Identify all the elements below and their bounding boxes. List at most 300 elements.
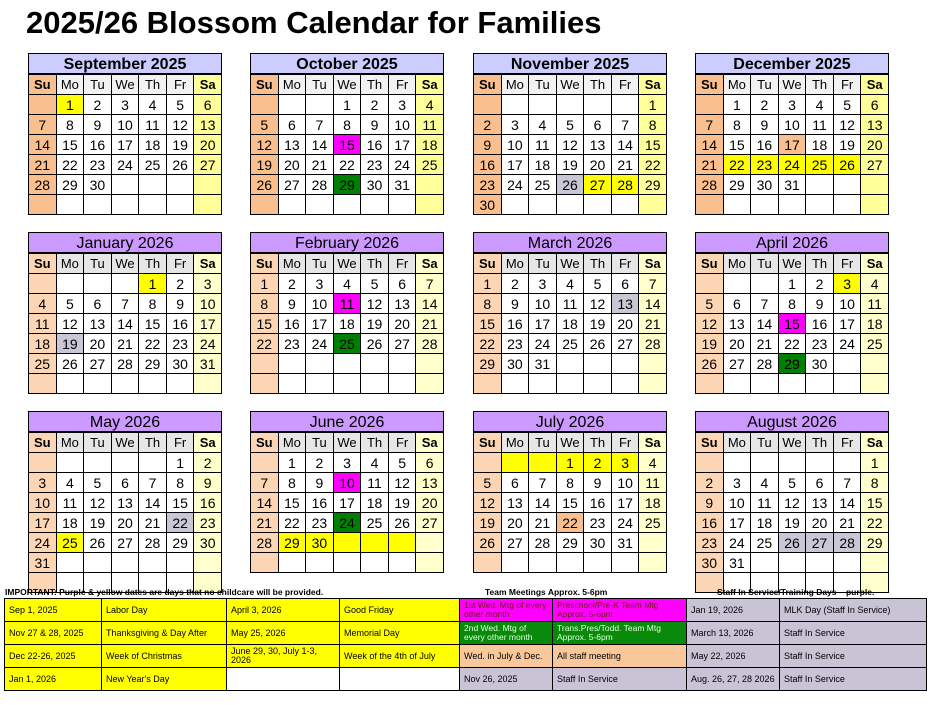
- weekday-header: Th: [361, 433, 389, 453]
- empty-cell: [639, 195, 667, 215]
- empty-cell: [57, 374, 85, 394]
- empty-cell: [361, 374, 389, 394]
- day-cell: 14: [751, 314, 779, 334]
- day-cell: 29: [167, 533, 195, 553]
- month-title: April 2026: [695, 232, 889, 253]
- day-cell: 11: [361, 473, 389, 493]
- day-cell: 25: [639, 513, 667, 533]
- day-cell: 4: [139, 95, 167, 115]
- day-cell: 26: [389, 513, 417, 533]
- day-cell: 28: [696, 175, 724, 195]
- day-cell: 18: [334, 314, 362, 334]
- weekday-header: Su: [696, 433, 724, 453]
- day-cell: 20: [502, 513, 530, 533]
- month-grid: [250, 253, 444, 394]
- day-cell: 16: [194, 493, 222, 513]
- day-cell: 23: [84, 155, 112, 175]
- weekday-header: Mo: [279, 433, 307, 453]
- weekday-header: Su: [251, 254, 279, 274]
- day-cell: 28: [751, 354, 779, 374]
- weekday-header: Fr: [612, 254, 640, 274]
- weekday-header: We: [334, 254, 362, 274]
- day-cell: 31: [389, 175, 417, 195]
- empty-cell: [361, 354, 389, 374]
- weekday-header: Fr: [834, 75, 862, 95]
- empty-cell: [194, 553, 222, 573]
- empty-cell: [502, 453, 530, 473]
- day-cell: 24: [194, 334, 222, 354]
- day-cell: 30: [306, 533, 334, 553]
- day-cell: 30: [751, 175, 779, 195]
- day-cell: 30: [584, 533, 612, 553]
- day-cell: 27: [502, 533, 530, 553]
- weekday-header: Sa: [861, 433, 889, 453]
- day-cell: 29: [334, 175, 362, 195]
- month-february-2026: [250, 232, 444, 394]
- weekday-header: Su: [251, 75, 279, 95]
- empty-cell: [139, 553, 167, 573]
- legend-date: May 25, 2026: [227, 622, 340, 645]
- day-cell: 19: [361, 314, 389, 334]
- day-cell: 21: [612, 155, 640, 175]
- day-cell: 3: [529, 274, 557, 294]
- day-cell: 27: [584, 175, 612, 195]
- empty-cell: [194, 195, 222, 215]
- day-cell: 18: [806, 135, 834, 155]
- legend-event: Staff In Service: [780, 622, 927, 645]
- day-cell: 24: [334, 513, 362, 533]
- day-cell: 1: [57, 95, 85, 115]
- day-cell: 16: [361, 135, 389, 155]
- day-cell: 14: [251, 493, 279, 513]
- day-cell: 25: [361, 513, 389, 533]
- day-cell: 10: [529, 294, 557, 314]
- day-cell: 7: [529, 473, 557, 493]
- month-july-2026: [473, 411, 667, 573]
- day-cell: 20: [584, 155, 612, 175]
- empty-cell: [696, 453, 724, 473]
- day-cell: 9: [194, 473, 222, 493]
- day-cell: 27: [724, 354, 752, 374]
- legend-meeting-when: 1st Wed. Mtg of every other month: [460, 599, 553, 622]
- empty-cell: [361, 553, 389, 573]
- day-cell: 12: [696, 314, 724, 334]
- day-cell: 18: [751, 513, 779, 533]
- weekday-header: Mo: [57, 254, 85, 274]
- empty-cell: [529, 374, 557, 394]
- empty-cell: [306, 95, 334, 115]
- day-cell: 22: [334, 155, 362, 175]
- day-cell: 23: [306, 513, 334, 533]
- weekday-header: Tu: [84, 75, 112, 95]
- empty-cell: [584, 95, 612, 115]
- day-cell: 26: [557, 175, 585, 195]
- day-cell: 12: [389, 473, 417, 493]
- empty-cell: [389, 354, 417, 374]
- empty-cell: [861, 374, 889, 394]
- day-cell: 4: [361, 453, 389, 473]
- day-cell: 28: [639, 334, 667, 354]
- day-cell: 10: [502, 135, 530, 155]
- empty-cell: [139, 175, 167, 195]
- day-cell: 21: [696, 155, 724, 175]
- weekday-header: Su: [29, 254, 57, 274]
- day-cell: 9: [806, 294, 834, 314]
- day-cell: 2: [474, 115, 502, 135]
- empty-cell: [84, 274, 112, 294]
- empty-cell: [57, 553, 85, 573]
- legend-date: June 29, 30, July 1-3, 2026: [227, 645, 340, 668]
- day-cell: 12: [584, 294, 612, 314]
- day-cell: 7: [112, 294, 140, 314]
- legend-meeting-when: Nov 26, 2025: [460, 668, 553, 691]
- empty-cell: [474, 374, 502, 394]
- legend-event: Staff In Service: [780, 668, 927, 691]
- day-cell: 10: [389, 115, 417, 135]
- day-cell: 22: [474, 334, 502, 354]
- day-cell: 14: [29, 135, 57, 155]
- weekday-header: Fr: [612, 433, 640, 453]
- day-cell: 3: [29, 473, 57, 493]
- day-cell: 6: [584, 115, 612, 135]
- day-cell: 26: [474, 533, 502, 553]
- calendar-title: 2025/26 Blossom Calendar for Families: [26, 5, 602, 40]
- day-cell: 13: [84, 314, 112, 334]
- day-cell: 16: [751, 135, 779, 155]
- day-cell: 20: [84, 334, 112, 354]
- day-cell: 9: [696, 493, 724, 513]
- empty-cell: [279, 354, 307, 374]
- month-september-2025: [28, 53, 222, 215]
- day-cell: 4: [334, 274, 362, 294]
- day-cell: 12: [474, 493, 502, 513]
- empty-cell: [834, 453, 862, 473]
- day-cell: 27: [112, 533, 140, 553]
- day-cell: 24: [724, 533, 752, 553]
- day-cell: 17: [834, 314, 862, 334]
- empty-cell: [416, 553, 444, 573]
- day-cell: 19: [474, 513, 502, 533]
- empty-cell: [696, 374, 724, 394]
- empty-cell: [834, 195, 862, 215]
- legend-event: Memorial Day: [340, 622, 460, 645]
- weekday-header: Th: [584, 75, 612, 95]
- weekday-header: Mo: [502, 254, 530, 274]
- empty-cell: [779, 195, 807, 215]
- day-cell: 24: [502, 175, 530, 195]
- day-cell: 16: [584, 493, 612, 513]
- month-title: September 2025: [28, 53, 222, 74]
- empty-cell: [639, 553, 667, 573]
- empty-cell: [139, 453, 167, 473]
- month-title: October 2025: [250, 53, 444, 74]
- month-december-2025: [695, 53, 889, 215]
- day-cell: 18: [361, 493, 389, 513]
- day-cell: 19: [389, 493, 417, 513]
- day-cell: 3: [502, 115, 530, 135]
- empty-cell: [834, 374, 862, 394]
- day-cell: 17: [112, 135, 140, 155]
- legend-empty: [227, 668, 340, 691]
- day-cell: 13: [724, 314, 752, 334]
- day-cell: 21: [112, 334, 140, 354]
- day-cell: 16: [502, 314, 530, 334]
- empty-cell: [306, 374, 334, 394]
- day-cell: 26: [251, 175, 279, 195]
- day-cell: 15: [334, 135, 362, 155]
- day-cell: 28: [834, 533, 862, 553]
- day-cell: 8: [251, 294, 279, 314]
- day-cell: 5: [361, 274, 389, 294]
- day-cell: 15: [251, 314, 279, 334]
- day-cell: 6: [112, 473, 140, 493]
- day-cell: 11: [57, 493, 85, 513]
- day-cell: 29: [57, 175, 85, 195]
- day-cell: 8: [279, 473, 307, 493]
- day-cell: 7: [306, 115, 334, 135]
- empty-cell: [529, 195, 557, 215]
- empty-cell: [502, 195, 530, 215]
- day-cell: 6: [194, 95, 222, 115]
- day-cell: 1: [251, 274, 279, 294]
- day-cell: 3: [194, 274, 222, 294]
- weekday-header: Mo: [502, 433, 530, 453]
- weekday-header: Tu: [751, 433, 779, 453]
- day-cell: 10: [612, 473, 640, 493]
- empty-cell: [639, 354, 667, 374]
- empty-cell: [251, 553, 279, 573]
- month-title: January 2026: [28, 232, 222, 253]
- day-cell: 25: [57, 533, 85, 553]
- day-cell: 17: [502, 155, 530, 175]
- weekday-header: Tu: [529, 433, 557, 453]
- empty-cell: [502, 553, 530, 573]
- day-cell: 25: [416, 155, 444, 175]
- month-november-2025: [473, 53, 667, 215]
- day-cell: 16: [696, 513, 724, 533]
- day-cell: 28: [306, 175, 334, 195]
- day-cell: 8: [639, 115, 667, 135]
- empty-cell: [751, 453, 779, 473]
- empty-cell: [834, 175, 862, 195]
- day-cell: 26: [84, 533, 112, 553]
- day-cell: 19: [584, 314, 612, 334]
- legend-date: Nov 27 & 28, 2025: [5, 622, 102, 645]
- day-cell: 31: [194, 354, 222, 374]
- day-cell: 12: [57, 314, 85, 334]
- day-cell: 19: [167, 135, 195, 155]
- empty-cell: [251, 453, 279, 473]
- empty-cell: [806, 195, 834, 215]
- day-cell: 24: [306, 334, 334, 354]
- day-cell: 2: [584, 453, 612, 473]
- empty-cell: [557, 95, 585, 115]
- notice-staff-inservice: Staff In Service/Training Days – purple.: [717, 587, 875, 597]
- weekday-header: We: [779, 254, 807, 274]
- day-cell: 2: [167, 274, 195, 294]
- month-grid: [473, 432, 667, 573]
- day-cell: 27: [279, 175, 307, 195]
- empty-cell: [334, 374, 362, 394]
- month-grid: [28, 253, 222, 394]
- day-cell: 30: [502, 354, 530, 374]
- day-cell: 22: [251, 334, 279, 354]
- day-cell: 13: [502, 493, 530, 513]
- empty-cell: [502, 95, 530, 115]
- day-cell: 29: [139, 354, 167, 374]
- weekday-header: Sa: [639, 75, 667, 95]
- legend-date: Sep 1, 2025: [5, 599, 102, 622]
- day-cell: 11: [806, 115, 834, 135]
- day-cell: 15: [724, 135, 752, 155]
- empty-cell: [639, 533, 667, 553]
- month-title: August 2026: [695, 411, 889, 432]
- empty-cell: [724, 453, 752, 473]
- empty-cell: [612, 354, 640, 374]
- day-cell: 17: [612, 493, 640, 513]
- weekday-header: Tu: [751, 75, 779, 95]
- legend-meeting-what: Preschool/Pre-K Team Mtg Approx. 5-6pm: [553, 599, 687, 622]
- day-cell: 9: [84, 115, 112, 135]
- weekday-header: Th: [361, 75, 389, 95]
- day-cell: 2: [806, 274, 834, 294]
- weekday-header: We: [112, 433, 140, 453]
- month-january-2026: [28, 232, 222, 394]
- day-cell: 29: [779, 354, 807, 374]
- weekday-header: Fr: [167, 433, 195, 453]
- day-cell: 17: [389, 135, 417, 155]
- day-cell: 25: [557, 334, 585, 354]
- day-cell: 8: [557, 473, 585, 493]
- empty-cell: [834, 553, 862, 573]
- day-cell: 1: [279, 453, 307, 473]
- month-grid: [695, 253, 889, 394]
- day-cell: 26: [167, 155, 195, 175]
- legend-event: Labor Day: [102, 599, 227, 622]
- day-cell: 23: [751, 155, 779, 175]
- day-cell: 13: [584, 135, 612, 155]
- day-cell: 9: [751, 115, 779, 135]
- day-cell: 4: [639, 453, 667, 473]
- day-cell: 13: [806, 493, 834, 513]
- day-cell: 5: [167, 95, 195, 115]
- day-cell: 3: [112, 95, 140, 115]
- day-cell: 23: [361, 155, 389, 175]
- empty-cell: [779, 453, 807, 473]
- day-cell: 5: [251, 115, 279, 135]
- empty-cell: [306, 553, 334, 573]
- day-cell: 30: [696, 553, 724, 573]
- legend-date: Jan 19, 2026: [687, 599, 780, 622]
- weekday-header: Th: [361, 254, 389, 274]
- empty-cell: [29, 274, 57, 294]
- day-cell: 28: [416, 334, 444, 354]
- notice-team-meetings: Team Meetings Approx. 5-6pm: [485, 587, 608, 597]
- month-may-2026: [28, 411, 222, 593]
- empty-cell: [306, 195, 334, 215]
- empty-cell: [167, 195, 195, 215]
- day-cell: 20: [279, 155, 307, 175]
- day-cell: 17: [334, 493, 362, 513]
- weekday-header: We: [112, 254, 140, 274]
- legend-event: Thanksgiving & Day After: [102, 622, 227, 645]
- month-grid: [473, 253, 667, 394]
- month-title: February 2026: [250, 232, 444, 253]
- weekday-header: Fr: [389, 75, 417, 95]
- day-cell: 24: [529, 334, 557, 354]
- day-cell: 12: [251, 135, 279, 155]
- day-cell: 4: [529, 115, 557, 135]
- day-cell: 30: [806, 354, 834, 374]
- empty-cell: [416, 533, 444, 553]
- day-cell: 15: [557, 493, 585, 513]
- empty-cell: [139, 195, 167, 215]
- day-cell: 27: [389, 334, 417, 354]
- empty-cell: [416, 354, 444, 374]
- day-cell: 13: [279, 135, 307, 155]
- legend-empty: [340, 668, 460, 691]
- weekday-header: Fr: [834, 254, 862, 274]
- day-cell: 11: [139, 115, 167, 135]
- legend-meeting-when: 2nd Wed. Mtg of every other month: [460, 622, 553, 645]
- empty-cell: [112, 195, 140, 215]
- day-cell: 14: [529, 493, 557, 513]
- day-cell: 6: [612, 274, 640, 294]
- empty-cell: [57, 195, 85, 215]
- day-cell: 8: [167, 473, 195, 493]
- empty-cell: [251, 354, 279, 374]
- empty-cell: [806, 175, 834, 195]
- empty-cell: [416, 195, 444, 215]
- day-cell: 19: [834, 135, 862, 155]
- weekday-header: We: [779, 433, 807, 453]
- day-cell: 17: [194, 314, 222, 334]
- weekday-header: Mo: [279, 75, 307, 95]
- empty-cell: [29, 95, 57, 115]
- weekday-header: Sa: [861, 254, 889, 274]
- day-cell: 22: [57, 155, 85, 175]
- weekday-header: We: [557, 75, 585, 95]
- weekday-header: Fr: [167, 75, 195, 95]
- day-cell: 2: [361, 95, 389, 115]
- empty-cell: [696, 274, 724, 294]
- day-cell: 27: [416, 513, 444, 533]
- legend-date: April 3, 2026: [227, 599, 340, 622]
- day-cell: 26: [57, 354, 85, 374]
- day-cell: 19: [779, 513, 807, 533]
- day-cell: 29: [474, 354, 502, 374]
- day-cell: 7: [29, 115, 57, 135]
- day-cell: 8: [57, 115, 85, 135]
- day-cell: 11: [861, 294, 889, 314]
- day-cell: 27: [194, 155, 222, 175]
- day-cell: 2: [194, 453, 222, 473]
- day-cell: 24: [389, 155, 417, 175]
- legend-event: New Year's Day: [102, 668, 227, 691]
- day-cell: 9: [361, 115, 389, 135]
- empty-cell: [306, 354, 334, 374]
- empty-cell: [389, 195, 417, 215]
- day-cell: 24: [779, 155, 807, 175]
- day-cell: 1: [779, 274, 807, 294]
- day-cell: 2: [279, 274, 307, 294]
- empty-cell: [416, 374, 444, 394]
- day-cell: 24: [29, 533, 57, 553]
- empty-cell: [612, 195, 640, 215]
- month-june-2026: [250, 411, 444, 573]
- day-cell: 25: [334, 334, 362, 354]
- weekday-header: Mo: [724, 254, 752, 274]
